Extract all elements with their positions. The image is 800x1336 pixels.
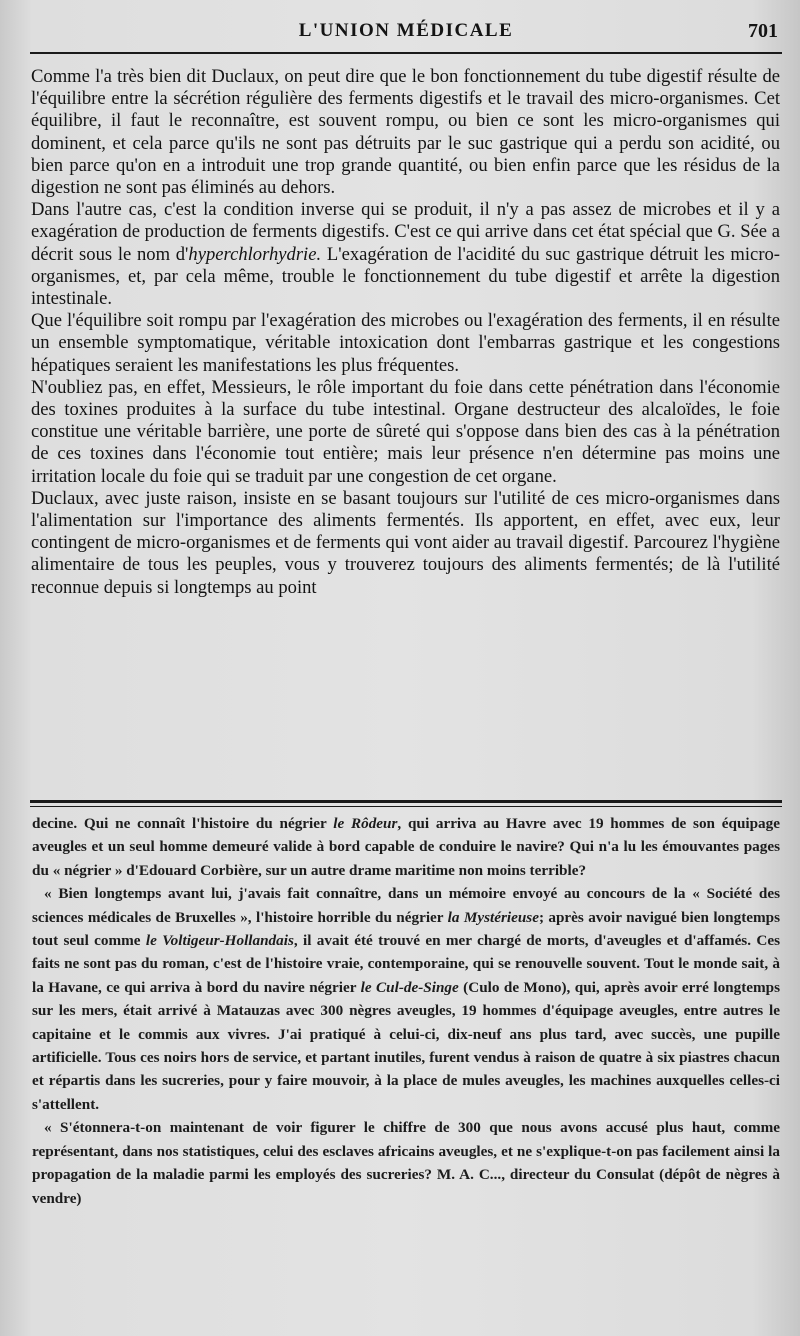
paragraph-5: Duclaux, avec juste raison, insiste en se basant toujours sur l'utilité de ces micro-organismes dans l'alimentation sur l'importance des aliments fermentés. Ils apportent, en effet, avec eux, leur contingent de micro-organismes et de ferments qui vont aider au travail digestif. Parcourez l'hygiène alimentaire de tous les peuples, vous y trouverez toujours des aliments fermentés; de là l'utilité reconnue depuis si longtemps au point bbox=[31, 487, 780, 598]
footnote-rule-thin bbox=[30, 806, 782, 807]
footnote-2-b: ; après avoir navigué bien longtemps tout seul comme bbox=[32, 908, 780, 950]
footnote bbox=[32, 812, 780, 1210]
footnote-1-a: decine. Qui ne connaît l'histoire du négrier bbox=[32, 815, 334, 832]
paragraph-1: Comme l'a très bien dit Duclaux, on peut dire que le bon fonctionnement du tube digestif résulte de l'équilibre entre la sécrétion régulière des ferments digestifs et le travail des micro-organismes. Cet équilibre, il faut le reconnaître, est souvent rompu, ou bien ce sont les micro-organismes qui dominent, et cela parce qu'ils ne sont pas détruits par le suc gastrique qui a perdu son acidité, ou bien parce qu'on en a introduit une trop grande quantité, ou bien enfin parce que les résidus de la digestion ne sont pas éliminés au dehors. bbox=[31, 66, 780, 199]
paragraph-4: N'oubliez pas, en effet, Messieurs, le rôle important du foie dans cette pénétration dans l'économie des toxines produites à la surface du tube intestinal. Organe destructeur des alcaloïdes, le foie constitue une véritable barrière, une porte de sûreté qui s'oppose dans bien des cas à la pénétration de ces toxines dans l'économie tout entière; mais leur présence n'en détermine pas moins une irritation locale du foie qui se traduit par une congestion de cet organe. bbox=[31, 376, 780, 487]
footnote-2-c: , il avait été trouvé en mer chargé de morts, d'aveugles et d'affamés. Ces faits ne sont pas du roman, c'est de l'histoire vraie, contemporaine, qui se renouvelle souvent. Tout le monde sait, à la Havane, ce qui arriva à bord du navire négrier bbox=[32, 932, 780, 996]
footnote-rule-thick bbox=[30, 800, 782, 803]
paragraph-2 bbox=[31, 199, 780, 310]
paragraph-2-start: Dans l'autre cas, c'est la condition inverse qui se produit, il n'y a pas assez de microbes et il y a exagération de production de ferments digestifs. C'est ce qui arrive dans cet état spécial que G. Sée a décrit sous le nom d' bbox=[31, 199, 780, 265]
footnote-1-b: , qui arriva au Havre avec 19 hommes de son équipage aveugles et un seul homme demeuré valide à bord capable de conduire le navire? Qui n'a lu les émouvantes pages du « négrier » d'Edouard Corbière, sur un autre drame maritime non moins terrible? bbox=[32, 815, 780, 879]
footnote-paragraph-2 bbox=[32, 882, 780, 1116]
page-header bbox=[30, 16, 782, 50]
footnote-2-italic-3: le Cul-de-Singe bbox=[360, 978, 459, 996]
footnote-paragraph-1 bbox=[32, 812, 780, 882]
paragraph-2-end: L'exagération de l'acidité du suc gastrique détruit les micro-organismes, et, par cela même, trouble le fonctionnement du tube digestif et arrête la digestion intestinale. bbox=[31, 243, 780, 310]
footnote-2-italic-1: la Mystérieuse bbox=[447, 908, 539, 926]
footnote-2-a: « Bien longtemps avant lui, j'avais fait connaître, dans un mémoire envoyé au concours de la « Société des sciences médicales de Bruxelles », l'histoire horrible du négrier bbox=[32, 885, 780, 926]
footnote-2-italic-2: le Voltigeur-Hollandais bbox=[145, 932, 294, 950]
footnote-1-italic: le Rôdeur bbox=[333, 815, 398, 832]
header-rule bbox=[30, 52, 782, 54]
running-head: L'UNION MÉDICALE bbox=[298, 20, 514, 41]
main-text bbox=[31, 66, 780, 599]
paragraph-2-italic: hyperchlorhydrie. bbox=[188, 243, 322, 265]
page-number: 701 bbox=[748, 20, 778, 42]
footnote-2-d: (Culo de Mono), qui, après avoir erré longtemps sur les mers, était arrivé à Matauzas avec 300 nègres aveugles, 19 hommes d'équipage aveugles, entre autres le capitaine et le commis aux vivres. J'ai pratiqué à celui-ci, dix-neuf ans plus tard, avec succès, une pupille artificielle. Tous ces noirs hors de service, et partant inutiles, furent vendus à raison de quatre à six piastres chacun et répartis dans les sucreries, pour y faire mouvoir, à la place de mules aveugles, les machines auxquelles celles-ci s'attellent. bbox=[32, 978, 781, 1113]
paragraph-3: Que l'équilibre soit rompu par l'exagération des microbes ou l'exagération des ferments, il en résulte un ensemble symptomatique, véritable intoxication dont l'embarras gastrique et les congestions hépatiques seraient les manifestations les plus fréquentes. bbox=[31, 310, 780, 376]
footnote-paragraph-3: « S'étonnera-t-on maintenant de voir figurer le chiffre de 300 que nous avons accusé plus haut, comme représentant, dans nos statistiques, celui des esclaves africains aveugles, et ne s'explique-t-on pas facilement ainsi la propagation de la maladie parmi les employés des sucreries? M. A. C..., directeur du Consulat (dépôt de nègres à vendre) bbox=[32, 1119, 780, 1207]
